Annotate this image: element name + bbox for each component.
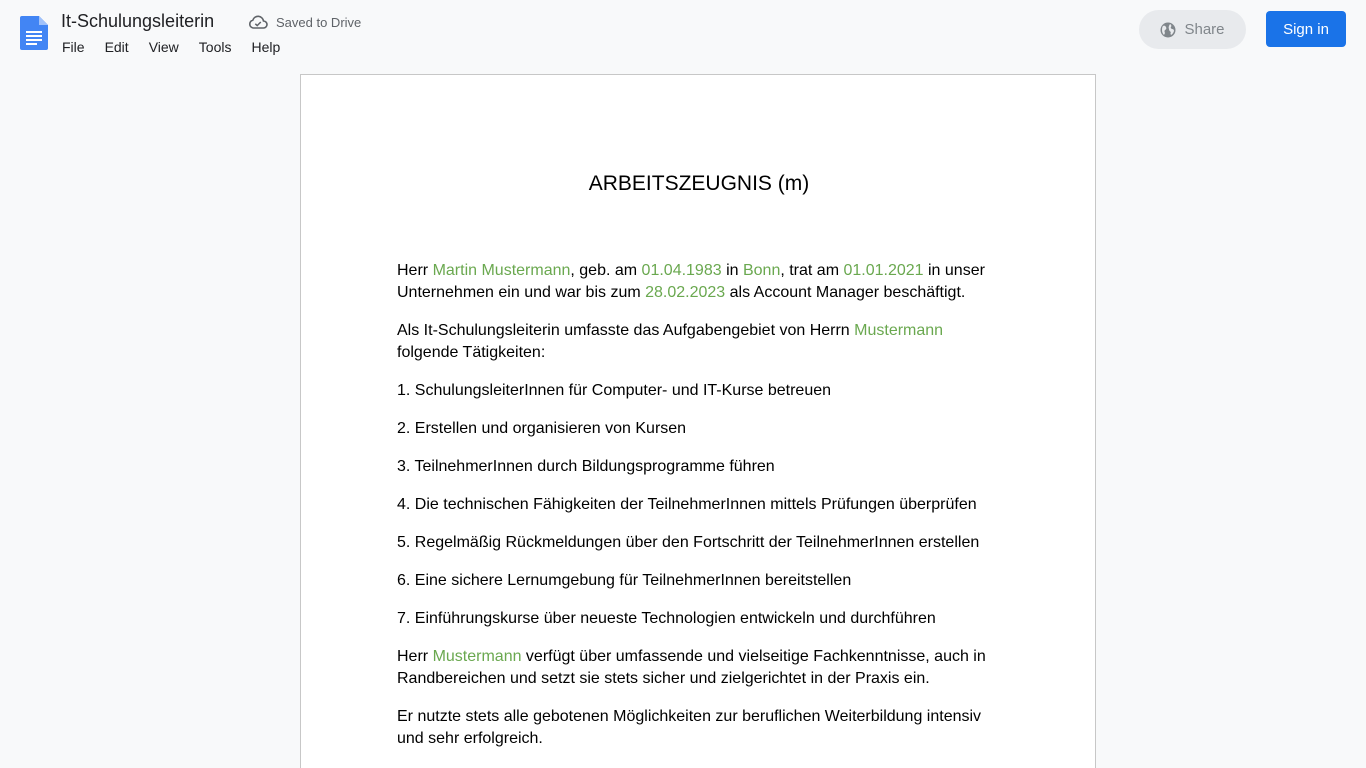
duties-intro-paragraph xyxy=(397,320,997,364)
top-bar xyxy=(0,0,1366,64)
menu-help[interactable]: Help xyxy=(251,39,281,55)
save-status-label: Saved to Drive xyxy=(276,14,362,30)
birth-city: Bonn xyxy=(742,262,781,279)
duty-item: 7. Einführungskurse über neueste Technologien entwickeln und durchführen xyxy=(397,610,936,627)
employee-surname: Mustermann xyxy=(432,648,522,665)
menu-tools[interactable]: Tools xyxy=(198,39,232,55)
menu-bar xyxy=(52,37,290,59)
share-button-label: Share xyxy=(1184,21,1225,38)
duty-item: 2. Erstellen und organisieren von Kursen xyxy=(397,420,687,437)
duty-item: 4. Die technischen Fähigkeiten der TeilnehmerInnen mittels Prüfungen überprüfen xyxy=(397,496,977,513)
intro-text-5: in unser Unternehmen ein und war bis zum xyxy=(397,262,985,301)
intro-text-2: , geb. am xyxy=(570,262,642,279)
menu-edit[interactable]: Edit xyxy=(104,39,129,55)
save-status[interactable] xyxy=(248,14,361,30)
knowledge-text-1: Herr xyxy=(397,648,433,665)
duty-item: 6. Eine sichere Lernumgebung für TeilnehmerInnen bereitstellen xyxy=(397,572,852,589)
globe-icon xyxy=(1160,22,1176,38)
birth-date: 01.04.1983 xyxy=(641,262,722,279)
duty-item: 5. Regelmäßig Rückmeldungen über den Fortschritt der TeilnehmerInnen erstellen xyxy=(397,534,980,551)
document-page[interactable] xyxy=(300,74,1096,768)
intro-text-4: , trat am xyxy=(780,262,844,279)
intro-paragraph xyxy=(397,260,997,304)
document-title[interactable]: It-Schulungsleiterin xyxy=(61,11,215,31)
menu-view[interactable]: View xyxy=(148,39,179,55)
intro-text-3: in xyxy=(721,262,743,279)
training-paragraph: Er nutzte stets alle gebotenen Möglichkeiten zur beruflichen Weiterbildung intensiv und sehr erfolgreich. xyxy=(397,708,982,747)
docs-logo-icon[interactable] xyxy=(20,16,48,50)
document-heading: ARBEITSZEUGNIS (m) xyxy=(588,172,810,195)
duties-intro-text-1: Als It-Schulungsleiterin umfasste das Aufgabengebiet von Herrn xyxy=(397,322,855,339)
share-button[interactable] xyxy=(1139,10,1246,49)
cloud-done-icon xyxy=(248,14,268,30)
sign-in-button[interactable]: Sign in xyxy=(1266,11,1346,47)
document-body xyxy=(397,260,997,766)
duty-item: 3. TeilnehmerInnen durch Bildungsprogramme führen xyxy=(397,458,775,475)
knowledge-text-2: verfügt über umfassende und vielseitige Fachkenntnisse, auch in Randbereichen und setzt sie stets sicher und zielgerichtet in der Praxis ein. xyxy=(397,648,986,687)
intro-text-1: Herr xyxy=(397,262,433,279)
intro-text-6: als Account Manager beschäftigt. xyxy=(725,284,966,301)
employee-name: Martin Mustermann xyxy=(432,262,571,279)
knowledge-paragraph xyxy=(397,646,997,690)
duty-item: 1. SchulungsleiterInnen für Computer- und IT-Kurse betreuen xyxy=(397,382,832,399)
employee-surname: Mustermann xyxy=(854,322,944,339)
start-date: 01.01.2021 xyxy=(843,262,924,279)
duties-intro-text-2: folgende Tätigkeiten: xyxy=(397,344,546,361)
menu-file[interactable]: File xyxy=(62,39,85,55)
end-date: 28.02.2023 xyxy=(645,284,726,301)
